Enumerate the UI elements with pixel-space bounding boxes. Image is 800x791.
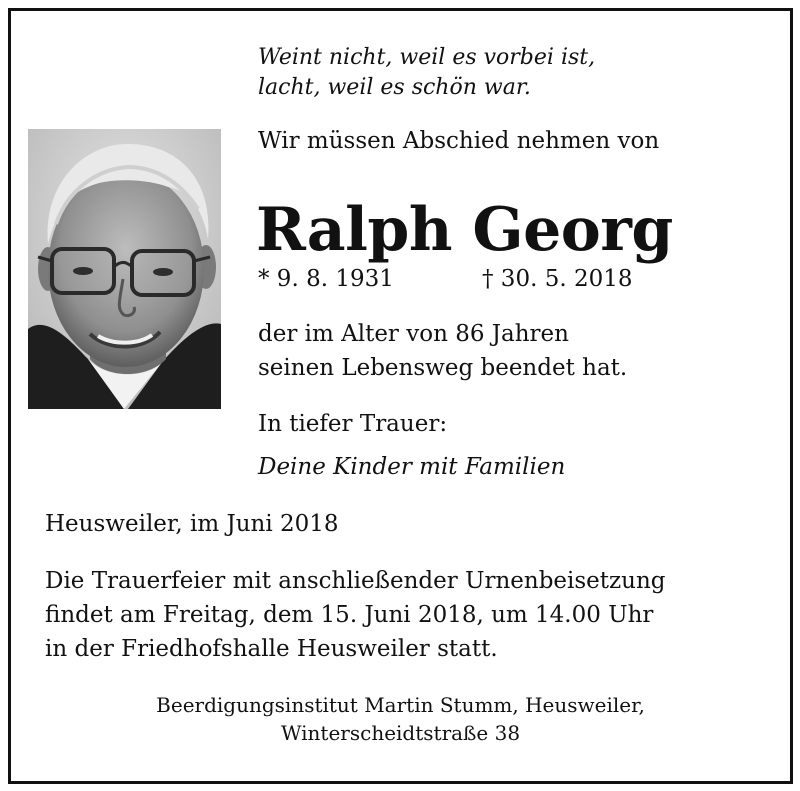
ceremony-line-1: Die Trauerfeier mit anschließender Urnenbeisetzung — [45, 568, 666, 594]
message-line-2: seinen Lebensweg beendet hat. — [258, 355, 628, 381]
quote-line-2: lacht, weil es schön war. — [258, 75, 531, 100]
message-line-1: der im Alter von 86 Jahren — [258, 321, 569, 347]
obituary-notice — [8, 8, 793, 784]
portrait-photo — [28, 129, 221, 409]
ceremony-line-2: findet am Freitag, dem 15. Juni 2018, um 14.00 Uhr — [45, 602, 654, 628]
intro-text: Wir müssen Abschied nehmen von — [258, 128, 660, 154]
ceremony-line-3: in der Friedhofshalle Heusweiler statt. — [45, 636, 498, 662]
mourning-label: In tiefer Trauer: — [258, 411, 448, 437]
death-date: † 30. 5. 2018 — [482, 266, 633, 292]
undertaker-line-1: Beerdigungsinstitut Martin Stumm, Heusweiler, — [156, 693, 645, 717]
mourning-family: Deine Kinder mit Familien — [258, 454, 566, 480]
place-and-date: Heusweiler, im Juni 2018 — [45, 511, 339, 537]
birth-date: * 9. 8. 1931 — [258, 266, 394, 292]
deceased-name: Ralph Georg — [256, 195, 673, 265]
quote-line-1: Weint nicht, weil es vorbei ist, — [258, 45, 596, 70]
undertaker-line-2: Winterscheidtstraße 38 — [280, 721, 521, 745]
